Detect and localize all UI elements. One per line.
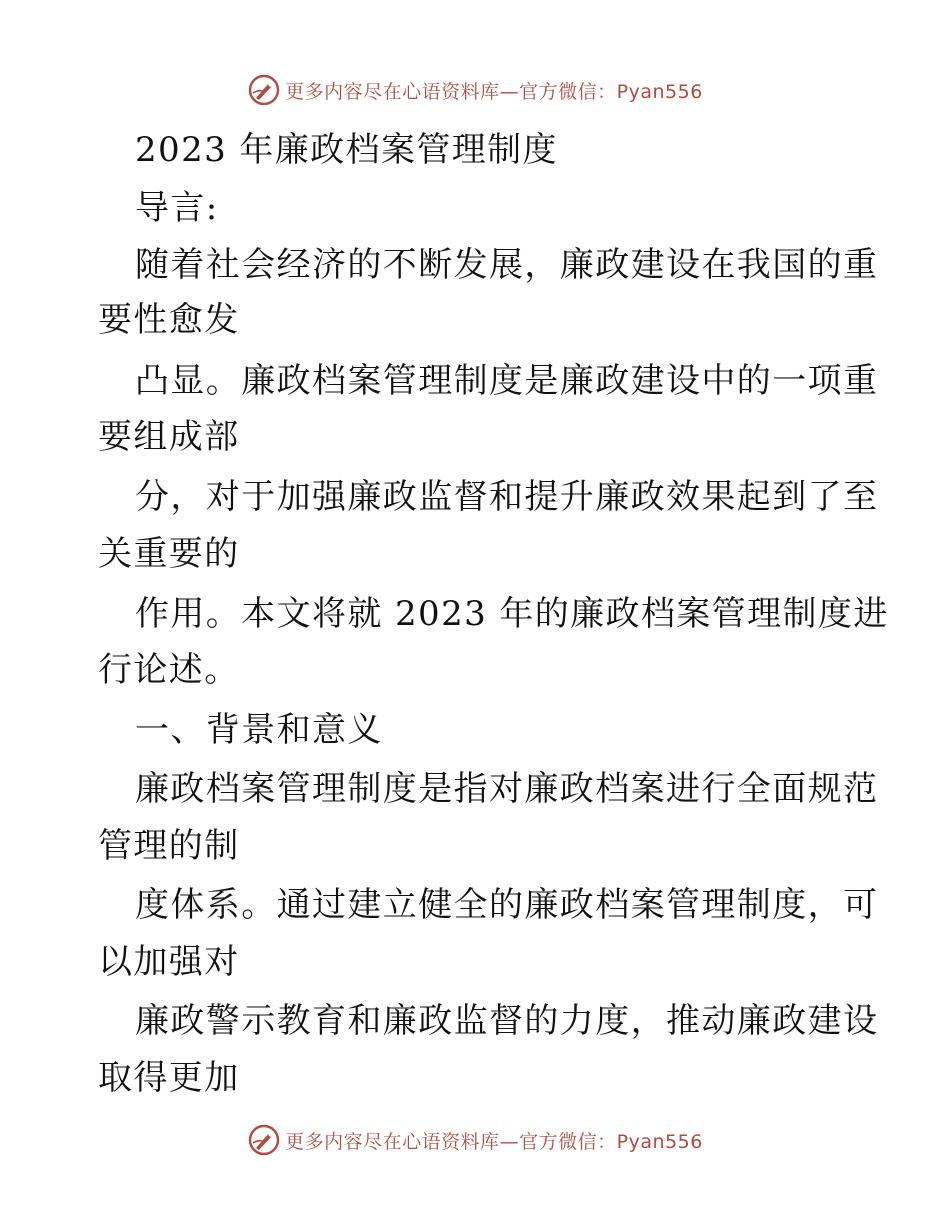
text-line: 管理的制 [98, 826, 240, 866]
text-line: 凸显。廉政档案管理制度是廉政建设中的一项重 [135, 361, 879, 401]
watermark-text: 更多内容尽在心语资料库—官方微信：Pyan556 [285, 80, 703, 103]
text-line: 分，对于加强廉政监督和提升廉政效果起到了至 [135, 477, 879, 517]
text-line: 要性愈发 [98, 300, 240, 340]
section-heading: 一、背景和意义 [135, 710, 383, 750]
watermark-text: 更多内容尽在心语资料库—官方微信：Pyan556 [285, 1130, 703, 1153]
text-line: 以加强对 [98, 942, 240, 982]
header-watermark [0, 70, 950, 110]
text-line: 廉政警示教育和廉政监督的力度，推动廉政建设 [135, 1001, 879, 1041]
text-line: 随着社会经济的不断发展，廉政建设在我国的重 [135, 245, 879, 285]
footer-watermark [0, 1120, 950, 1160]
pen-nib-logo-icon [247, 1123, 281, 1157]
text-line: 度体系。通过建立健全的廉政档案管理制度，可 [135, 885, 879, 925]
text-line: 关重要的 [98, 534, 240, 574]
pen-nib-logo-icon [247, 73, 281, 107]
text-line: 导言: [135, 188, 219, 228]
text-line: 作用。本文将就 2023 年的廉政档案管理制度进 [135, 594, 889, 634]
text-line: 要组成部 [98, 417, 240, 457]
text-line: 取得更加 [98, 1058, 240, 1098]
text-line: 廉政档案管理制度是指对廉政档案进行全面规范 [135, 769, 879, 809]
text-line: 行论述。 [98, 650, 240, 690]
document-title: 2023 年廉政档案管理制度 [135, 130, 558, 170]
